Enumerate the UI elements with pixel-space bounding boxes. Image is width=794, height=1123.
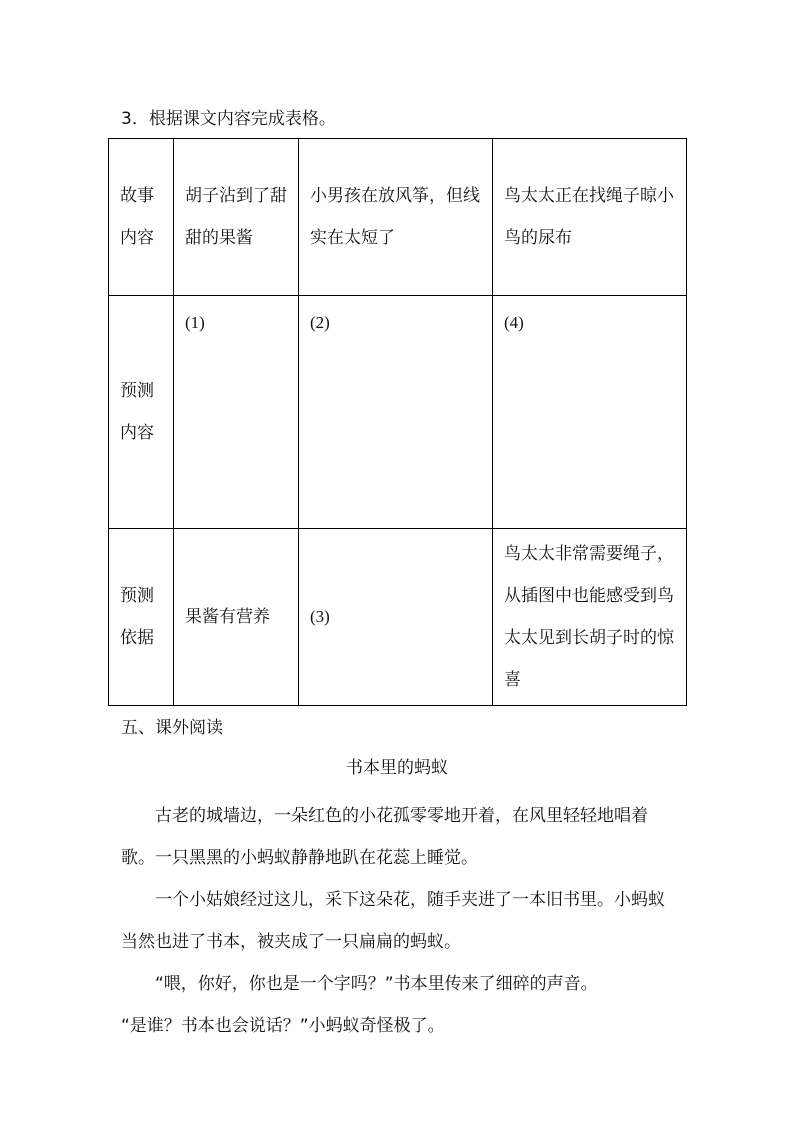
table-row-basis <box>109 529 687 706</box>
table-cell: 鸟太太正在找绳子晾小鸟的尿布 <box>493 139 687 296</box>
answer-blank-3[interactable]: (3) <box>299 529 493 706</box>
story-paragraph: 古老的城墙边，一朵红色的小花孤零零地开着，在风里轻轻地唱着歌。一只黑黑的小蚂蚁静静地趴在花蕊上睡觉。 <box>121 806 648 868</box>
section-title: 五、课外阅读 <box>121 718 223 738</box>
row-label: 预测内容 <box>109 296 174 529</box>
answer-blank-4[interactable]: (4) <box>493 296 687 529</box>
answer-blank-1[interactable]: (1) <box>174 296 299 529</box>
table-row-story-content <box>109 139 687 296</box>
table-cell: 小男孩在放风筝，但线实在太短了 <box>299 139 493 296</box>
answer-blank-2[interactable]: (2) <box>299 296 493 529</box>
prediction-table <box>108 138 687 706</box>
story-title: 书本里的蚂蚁 <box>346 758 448 778</box>
table-row-prediction <box>109 296 687 529</box>
row-label: 故事内容 <box>109 139 174 296</box>
story-paragraph: 一个小姑娘经过这儿，采下这朵花，随手夹进了一本旧书里。小蚂蚁当然也进了书本，被夹成了一只扁扁的蚂蚁。 <box>121 890 665 952</box>
question-heading: 3．根据课文内容完成表格。 <box>121 109 336 129</box>
story-paragraph: “喂，你好，你也是一个字吗？”书本里传来了细碎的声音。 <box>155 974 598 994</box>
table-cell: 鸟太太非常需要绳子，从插图中也能感受到鸟太太见到长胡子时的惊喜 <box>493 529 687 706</box>
table-cell: 果酱有营养 <box>174 529 299 706</box>
story-body <box>121 795 681 1047</box>
row-label: 预测依据 <box>109 529 174 706</box>
table-cell: 胡子沾到了甜甜的果酱 <box>174 139 299 296</box>
story-paragraph: “是谁？书本也会说话？”小蚂蚁奇怪极了。 <box>121 1016 445 1036</box>
